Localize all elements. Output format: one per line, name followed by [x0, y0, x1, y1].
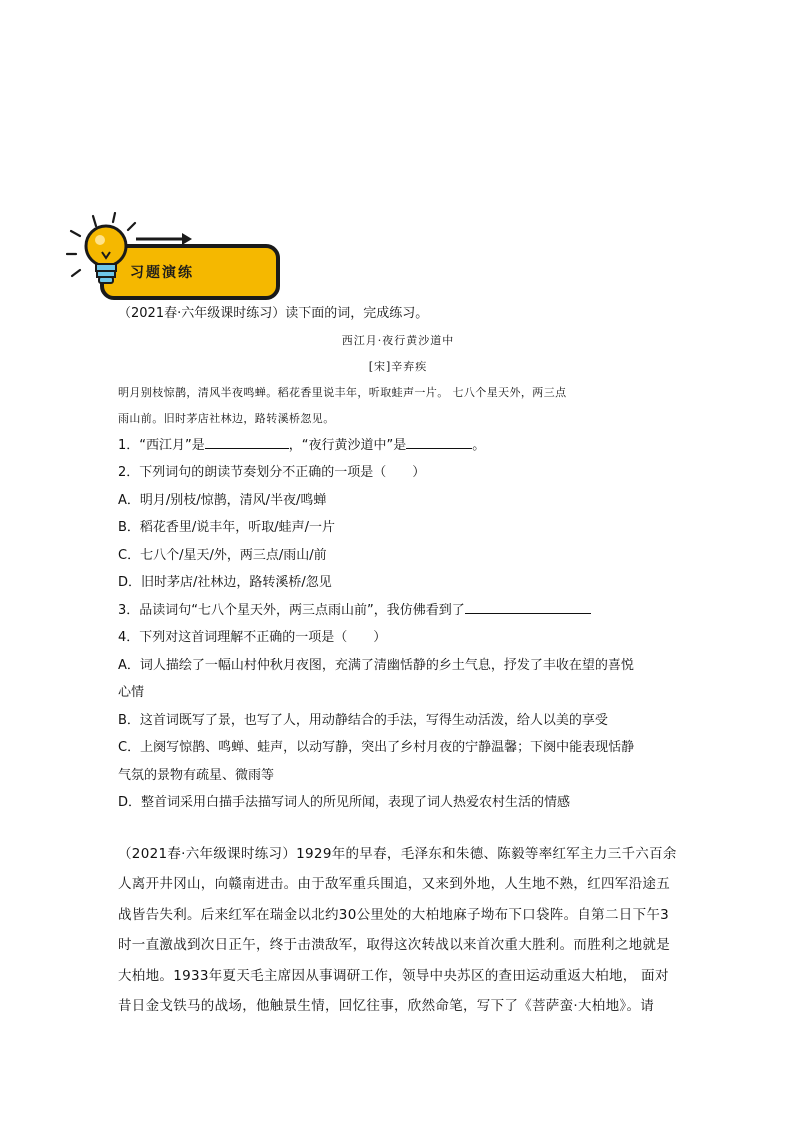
poem-author: [宋]辛弃疾	[368, 359, 428, 373]
question-1-part-a: 1．“西江月”是	[118, 437, 205, 453]
question-4-option-c: C．上阕写惊鹊、鸣蝉、蛙声，以动写静，突出了乡村月夜的宁静温馨；下阕中能表现恬静	[118, 740, 635, 755]
question-4-option-c-cont: 气氛的景物有疏星、微雨等	[118, 767, 275, 783]
exercise2-line: （2021春·六年级课时练习）1929年的早春，毛泽东和朱德、陈毅等率红军主力三千六百余	[118, 845, 677, 862]
question-1-part-c: 。	[472, 437, 486, 453]
exercise2-line: 大柏地。1933年夏天毛主席因从事调研工作，领导中央苏区的查田运动重返大柏地， 面对	[118, 967, 669, 984]
exercise2-line: 昔日金戈铁马的战场，他触景生情，回忆往事，欣然命笔，写下了《菩萨蛮·大柏地》。请	[118, 998, 655, 1014]
answer-blank[interactable]	[465, 600, 591, 614]
question-2-option-c: C．七八个/星天/外，两三点/雨山/前	[118, 547, 327, 563]
question-2-option-a: A．明月/别枝/惊鹊，清风/半夜/鸣蝉	[118, 492, 327, 508]
exercise1-source: （2021春·六年级课时练习）读下面的词，完成练习。	[118, 306, 429, 321]
exercise-content	[118, 300, 678, 1022]
exercise2-line: 时一直激战到次日正午，终于击溃敌军，取得这次转战以来首次重大胜利。而胜利之地就是	[118, 937, 670, 953]
question-2-option-d: D．旧时茅店/社林边，路转溪桥/忽见	[118, 575, 332, 590]
question-1-part-b: ，“夜行黄沙道中”是	[288, 437, 407, 453]
answer-blank[interactable]	[406, 435, 472, 449]
question-4-option-d: D．整首词采用白描手法描写词人的所见所闻，表现了词人热爱农村生活的情感	[118, 795, 571, 810]
question-2-option-b: B．稻花香里/说丰年，听取/蛙声/一片	[118, 520, 336, 535]
question-1	[118, 432, 678, 460]
question-2: 2．下列词句的朗读节奏划分不正确的一项是（ ）	[118, 465, 426, 480]
poem-title: 西江月·夜行黄沙道中	[341, 333, 455, 347]
question-4-option-a: A．词人描绘了一幅山村仲秋月夜图，充满了清幽恬静的乡土气息，抒发了丰收在望的喜悦	[118, 657, 634, 673]
section-banner	[66, 212, 282, 304]
poem-line-1: 明月别枝惊鹊，清风半夜鸣蝉。稻花香里说丰年，听取蛙声一片。 七八个星天外，两三点	[118, 385, 567, 399]
question-3	[118, 597, 678, 625]
exercise2-line: 战皆告失利。后来红军在瑞金以北约30公里处的大柏地麻子坳布下口袋阵。自第二日下午3	[118, 906, 670, 923]
exercise2-line: 人离开井冈山，向赣南进击。由于敌军重兵围追，又来到外地，人生地不熟，红四军沿途五	[118, 876, 670, 892]
question-4-option-a-cont: 心情	[118, 685, 145, 700]
answer-blank[interactable]	[205, 435, 289, 449]
question-3-text: 3．品读词句“七八个星天外，两三点雨山前”，我仿佛看到了	[118, 602, 465, 618]
question-4: 4．下列对这首词理解不正确的一项是（ ）	[118, 630, 387, 645]
lightbulb-icon	[66, 212, 282, 304]
poem-line-2: 雨山前。旧时茅店社林边，路转溪桥忽见。	[118, 411, 335, 425]
banner-title: 习题演练	[130, 265, 194, 281]
question-4-option-b: B．这首词既写了景，也写了人，用动静结合的手法，写得生动活泼，给人以美的享受	[118, 712, 608, 728]
